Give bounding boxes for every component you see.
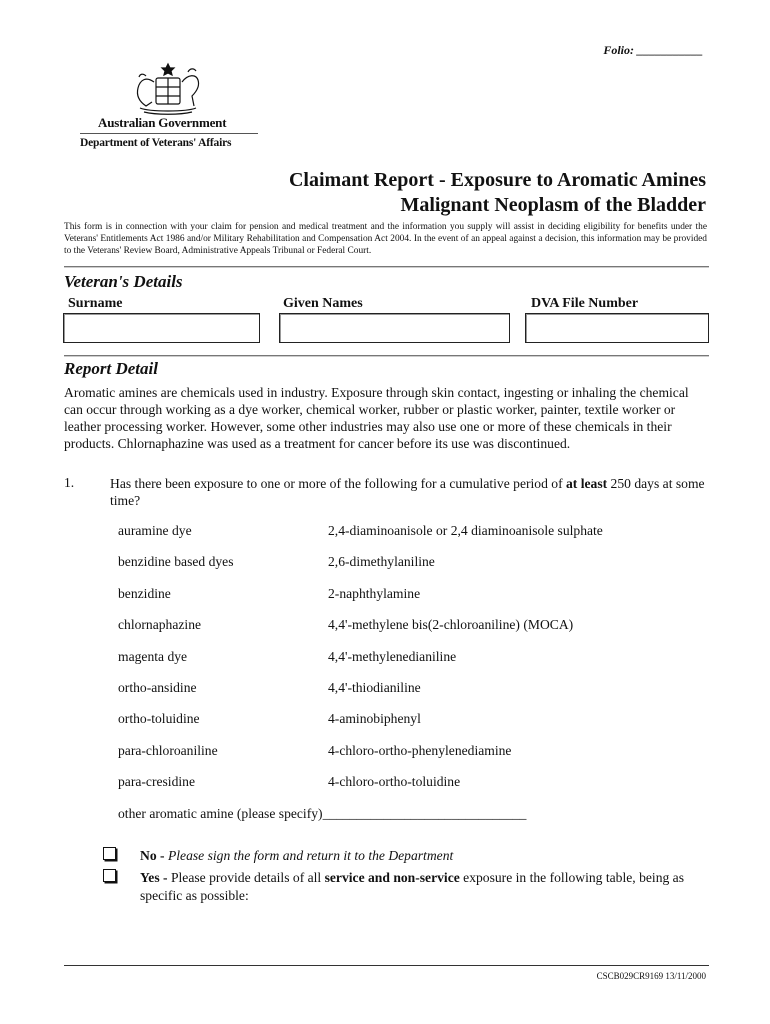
given-names-field[interactable] [279,313,510,343]
commonwealth-coat-of-arms-logo [128,60,208,116]
folio-label: Folio: ___________ [603,43,703,57]
other-amine-specify-field[interactable]: other aromatic amine (please specify)______________________________ [118,806,527,821]
chemical-item: 2-naphthylamine [328,586,421,601]
question-text-emphasis: at least [566,476,608,491]
section-divider [64,266,709,268]
form-code: CSCB029CR9169 13/11/2000 [596,971,706,981]
header-divider [80,133,258,134]
yes-option-emphasis: service and non-service [324,870,460,885]
report-paragraph: Aromatic amines are chemicals used in industry. Exposure through skin contact, ingesting or inhaling the chemical can occur through working as a dye worker, chemical worker, rubber or plastic worker, painter, textile worker or leather processing worker. However, some other industries may also use one or more of these chemicals in their products. Chlornaphazine was used as a treatment for cancer before its use was discontinued. [64,385,689,451]
chemical-item: 4,4'-methylenedianiline [328,649,457,664]
yes-option-bold: Yes - [140,870,171,885]
chemical-item: 2,4-diaminoanisole or 2,4 diaminoanisole sulphate [328,523,603,538]
no-option-label [140,847,453,865]
chemical-item: magenta dye [118,649,188,664]
intro-text: This form is in connection with your claim for pension and medical treatment and the information you supply will assist in deciding eligibility for benefits under the Veterans' Entitlements Act 1986 and/or Military Rehabilitation and Compensation Act 2004. In the event of an appeal against a decision, this information may be provided to the Veterans' Review Board, Administrative Appeals Tribunal or Federal Court. [64,222,707,256]
dva-file-number-label: DVA File Number [531,296,639,311]
no-option-text: Please sign the form and return it to the Department [167,848,454,863]
chemical-item: para-chloroaniline [118,743,218,758]
chemical-item: 4,4'-methylene bis(2-chloroaniline) (MOCA) [328,617,574,632]
form-title-line-1: Claimant Report - Exposure to Aromatic Amines [288,169,706,191]
no-option-bold: No - [140,848,168,863]
chemical-item: 4-chloro-ortho-toluidine [328,774,461,789]
chemical-item: chlornaphazine [118,617,202,632]
yes-checkbox[interactable] [103,869,116,882]
chemical-item: ortho-ansidine [118,680,197,695]
chemical-item: auramine dye [118,523,192,538]
surname-label: Surname [68,296,123,311]
dva-file-number-field[interactable] [525,313,709,343]
section-divider [64,355,709,357]
question-number: 1. [64,475,75,490]
chemical-item: ortho-toluidine [118,711,200,726]
no-checkbox[interactable] [103,847,116,860]
yes-option-label [140,869,685,905]
report-detail-heading: Report Detail [64,359,158,378]
question-text-part: Has there been exposure to one or more of the following for a cumulative period of [110,476,566,491]
chemical-item: 4,4'-thiodianiline [328,680,421,695]
veteran-details-heading: Veteran's Details [64,272,183,291]
department-name: Department of Veterans' Affairs [80,137,232,149]
yes-option-text: Please provide details of all [170,870,325,885]
question-text-part: 250 days at some time? [110,476,705,508]
chemical-item: 4-chloro-ortho-phenylenediamine [328,743,512,758]
form-title-line-2: Malignant Neoplasm of the Bladder [400,194,706,216]
chemical-item: benzidine [118,586,171,601]
chemical-item: para-cresidine [118,774,195,789]
surname-field[interactable] [63,313,260,343]
government-name: Australian Government [98,115,227,130]
chemical-item: 2,6-dimethylaniline [328,554,435,569]
given-names-label: Given Names [283,296,363,311]
form-title [289,168,706,218]
footer-divider [64,965,709,966]
yes-option-text: exposure in the following table, being as specific as possible: [140,870,685,903]
question-text [110,475,710,509]
chemical-item: benzidine based dyes [118,554,234,569]
chemical-item: 4-aminobiphenyl [328,711,421,726]
